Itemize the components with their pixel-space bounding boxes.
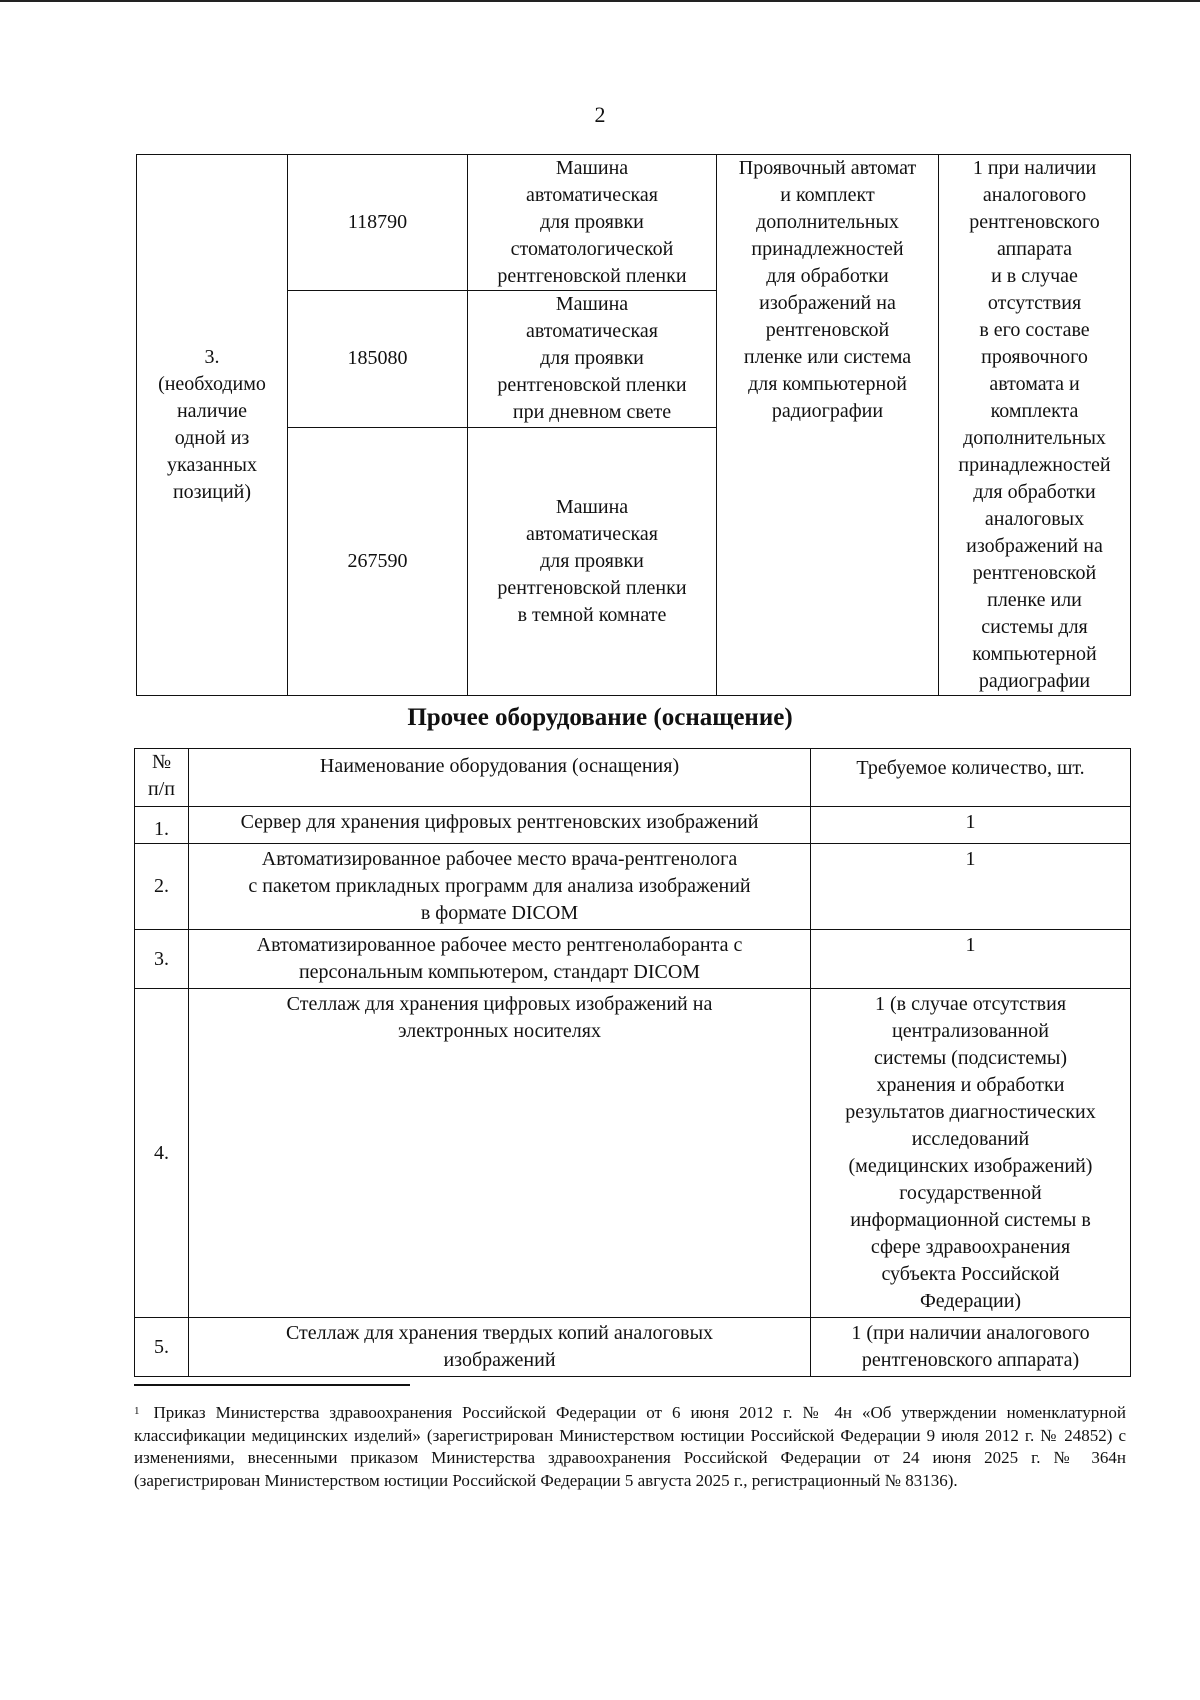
scan-top-edge (0, 0, 1200, 2)
row-name: Стеллаж для хранения твердых копий аналоговых изображений (189, 1318, 811, 1377)
footnote (134, 1402, 1126, 1492)
page-number: 2 (594, 102, 606, 127)
row-num: 5. (135, 1318, 189, 1377)
footnote-divider (134, 1384, 410, 1386)
row-num: 2. (135, 844, 189, 930)
row-name: Стеллаж для хранения цифровых изображений на электронных носителях (189, 989, 811, 1318)
footnote-text: Приказ Министерства здравоохранения Российской Федерации от 6 июня 2012 г. № 4н «Об утверждении номенклатурной классификации медицинских изделий» (зарегистрирован Министерством юстиции Российской Федерации 9 июля 2012 г. № 24852) с изменениями, внесенными приказом Министерства здравоохранения Российской Федерации от 24 июня 2025 г. № 364н (зарегистрирован Министерством юстиции Российской Федерации 5 августа 2025 г., регистрационный № 83136). (134, 1403, 1126, 1490)
header-qty: Требуемое количество, шт. (811, 749, 1131, 807)
row-num: 4. (135, 989, 189, 1318)
footnote-marker: 1 (134, 1405, 140, 1417)
row-qty: 1 (811, 807, 1131, 844)
table-row (135, 807, 1131, 844)
code-cell: 267590 (288, 427, 468, 696)
row-qty: 1 (в случае отсутствия централизованной системы (подсистемы) хранения и обработки результатов диагностических исследований (медицинских изображений) государственной информационной системы в сфере здравоохранения субъекта Российской Федерации) (811, 989, 1131, 1318)
group-cell: 3. (необходимо наличие одной из указанных позиций) (137, 155, 288, 696)
table-header-row (135, 749, 1131, 807)
code-cell: 185080 (288, 291, 468, 427)
header-num: № п/п (135, 749, 189, 807)
section-title: Прочее оборудование (оснащение) (407, 704, 793, 731)
name-cell: Машина автоматическая для проявки рентгеновской пленки в темной комнате (468, 427, 717, 696)
table-row (135, 844, 1131, 930)
row-qty: 1 (811, 930, 1131, 989)
equipment-cell: Проявочный автомат и комплект дополнительных принадлежностей для обработки изображений на рентгеновской пленке или система для компьютерной радиографии (717, 155, 939, 696)
table-row (135, 930, 1131, 989)
quantity-cell: 1 при наличии аналогового рентгеновского аппарата и в случае отсутствия в его составе проявочного автомата и комплекта дополнительных принадлежностей для обработки аналоговых изображений на рентгеновской пленке или системы для компьютерной радиографии (939, 155, 1131, 696)
row-qty: 1 (при наличии аналогового рентгеновского аппарата) (811, 1318, 1131, 1377)
name-cell: Машина автоматическая для проявки стоматологической рентгеновской пленки (468, 155, 717, 291)
header-name: Наименование оборудования (оснащения) (189, 749, 811, 807)
code-cell: 118790 (288, 155, 468, 291)
row-name: Сервер для хранения цифровых рентгеновских изображений (189, 807, 811, 844)
table-row (135, 989, 1131, 1318)
row-num: 1. (135, 807, 189, 844)
row-qty: 1 (811, 844, 1131, 930)
name-cell: Машина автоматическая для проявки рентгеновской пленки при дневном свете (468, 291, 717, 427)
row-name: Автоматизированное рабочее место рентгенолаборанта с персональным компьютером, стандарт DICOM (189, 930, 811, 989)
row-name: Автоматизированное рабочее место врача-рентгенолога с пакетом прикладных программ для анализа изображений в формате DICOM (189, 844, 811, 930)
table-row (135, 1318, 1131, 1377)
row-num: 3. (135, 930, 189, 989)
developer-equipment-table (136, 154, 1131, 696)
other-equipment-table (134, 748, 1131, 1377)
